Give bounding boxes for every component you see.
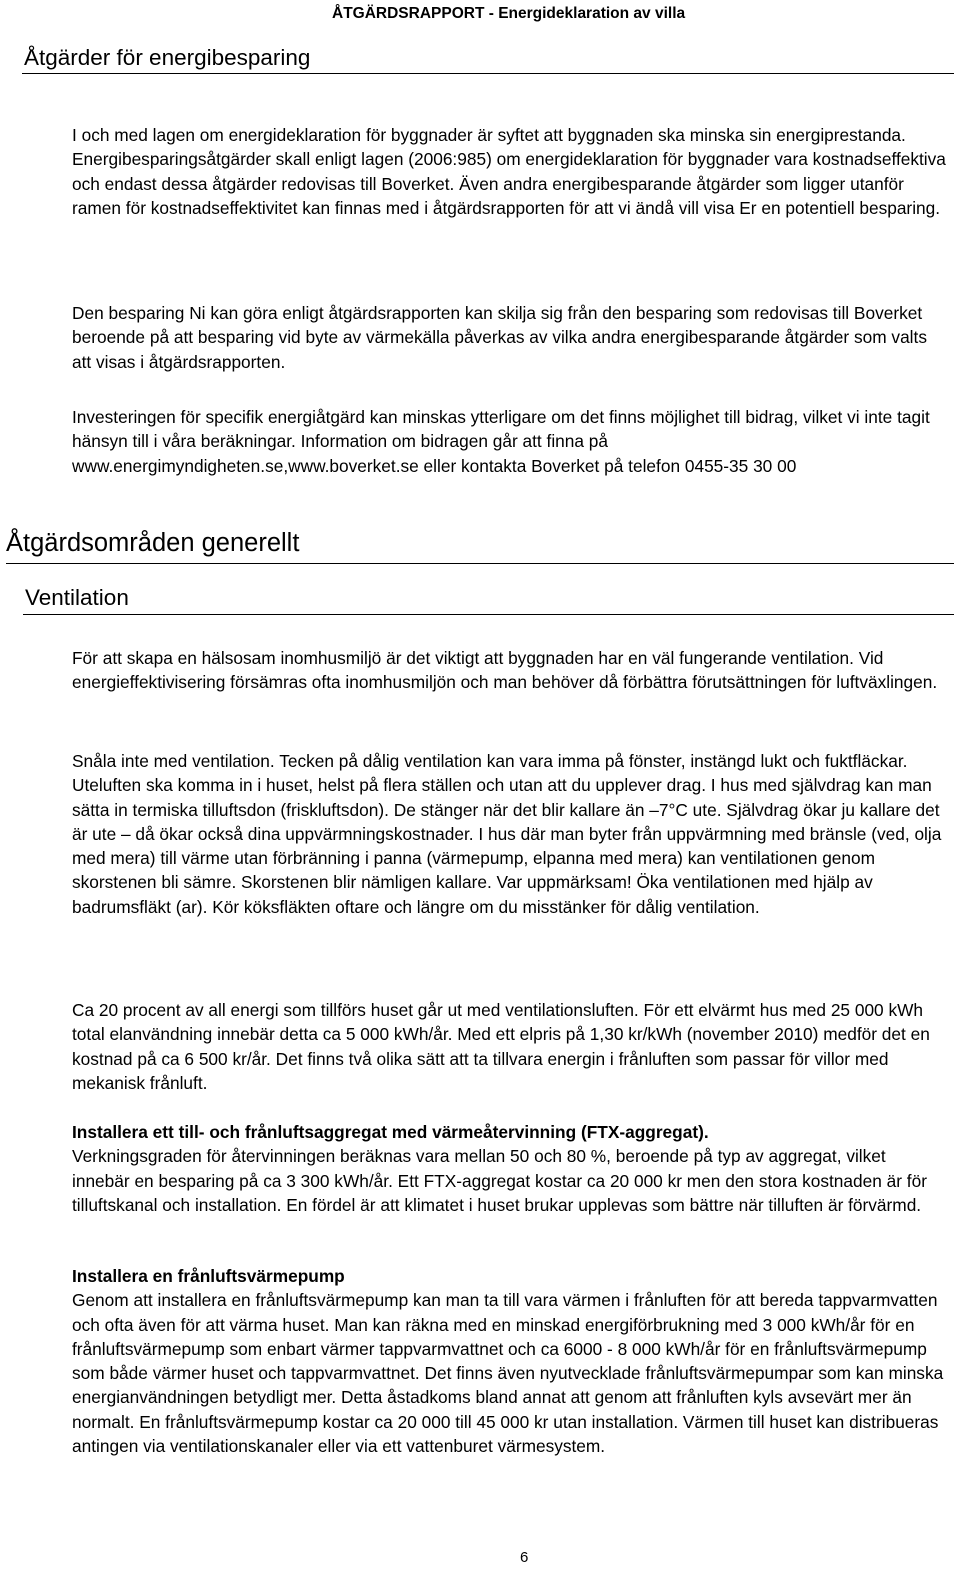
ventilation-paragraph-2: Snåla inte med ventilation. Tecken på dålig ventilation kan vara imma på fönster, instängd lukt och fuktfläckar. Uteluften ska komma in i huset, helst på flera ställen och utan att du upplever drag. I hus med självdrag kan man sätta in termiska tilluftsdon (friskluftsdon). De stänger när det blir kallare än –7°C ute. Självdrag ökar ju kallare det är ute – då ökar också dina uppvärmningskostnader. I hus där man byter från uppvärmning med bränsle (ved, olja med mera) till värme utan förbränning i panna (värmepump, elpanna med mera) kan ventilationen genom skorstenen bli sämre. Skorstenen blir nämligen kallare. Var uppmärksam! Öka ventilationen med hjälp av badrumsfläkt (ar). Kör köksfläkten oftare och längre om du misstänker för dålig ventilation.: [72, 751, 942, 917]
heatpump-heading: Installera en frånluftsvärmepump: [72, 1266, 345, 1286]
subheading-divider: [23, 614, 954, 615]
ventilation-paragraph-3: Ca 20 procent av all energi som tillförs huset går ut med ventilationsluften. För ett elvärmt hus med 25 000 kWh total elanvändning innebär detta ca 5 000 kWh/år. Med ett elpris på 1,30 kr/kWh (november 2010) medför det en kostnad på ca 6 500 kr/år. Det finns två olika sätt att ta tillvara energin i frånluften som passar för villor med mekanisk frånluft.: [72, 1000, 930, 1093]
intro-paragraph-1: I och med lagen om energideklaration för byggnader är syftet att byggnaden ska minska sin energiprestanda. Energibesparingsåtgärder skall enligt lagen (2006:985) om energideklaration för byggnader vara kostnadseffektiva och endast dessa åtgärder redovisas till Boverket. Även andra energibesparande åtgärder som ligger utanför ramen för kostnadseffektivitet kan finnas med i åtgärdsrapporten för att vi ändå vill visa Er en potentiell besparing.: [72, 125, 946, 218]
heading-divider: [6, 563, 954, 564]
section-title: Åtgärder för energibesparing: [24, 45, 311, 70]
heading-atgardsomraden: Åtgärdsområden generellt: [6, 529, 300, 557]
page-number: 6: [520, 1549, 529, 1566]
header-divider: [22, 73, 954, 74]
intro-paragraph-3: Investeringen för specifik energiåtgärd kan minskas ytterligare om det finns möjlighet till bidrag, vilket vi inte tagit hänsyn till i våra beräkningar. Information om bidragen går att finna på www.energimyndigheten.se,www.boverket.se eller kontakta Boverket på telefon 0455-35 30 00: [72, 407, 930, 476]
ftx-text: Verkningsgraden för återvinningen beräknas vara mellan 50 och 80 %, beroende på typ av aggregat, vilket innebär en besparing på ca 3 300 kWh/år. Ett FTX-aggregat kostar ca 20 000 kr men den stora kostnaden är för tilluftskanal och installation. En fördel är att klimatet i huset brukar upplevas som bättre när tilluften är förvärmd.: [72, 1146, 927, 1215]
subheading-ventilation: Ventilation: [25, 585, 129, 610]
ventilation-paragraph-1: För att skapa en hälsosam inomhusmiljö är det viktigt att byggnaden har en väl fungerande ventilation. Vid energieffektivisering försämras ofta inomhusmiljön och man behöver då förbättra förutsättningen för luftväxlingen.: [72, 648, 938, 693]
heatpump-text: Genom att installera en frånluftsvärmepump kan man ta till vara värmen i frånluften för att bereda tappvarmvatten och ofta även för att värma huset. Man kan räkna med en minskad energiförbrukning med 3 000 kWh/år för en frånluftsvärmepump som enbart värmer tappvarmvattnet och ca 6000 - 8 000 kWh/år för en frånluftsvärmepump som både värmer huset och tappvarmvattnet. Det finns även nyutvecklade frånluftsvärmepumpar som kan minska energianvändningen betydligt mer. Detta åstadkoms bland annat att genom att frånluften kyls avsevärt mer än normalt. En frånluftsvärmepump kostar ca 20 000 till 45 000 kr utan installation. Värmen till huset kan distribueras antingen via ventilationskanaler eller via ett vattenburet värmesystem.: [72, 1290, 944, 1457]
heatpump-section: [72, 1264, 948, 1458]
intro-paragraph-2: Den besparing Ni kan göra enligt åtgärdsrapporten kan skilja sig från den besparing som redovisas till Boverket beroende på att besparing vid byte av värmekälla påverkas av vilka andra energibesparande åtgärder som valts att visas i åtgärdsrapporten.: [72, 303, 927, 372]
report-title: ÅTGÄRDSRAPPORT - Energideklaration av villa: [332, 5, 686, 22]
ftx-heading: Installera ett till- och frånluftsaggregat med värmeåtervinning (FTX-aggregat).: [72, 1122, 709, 1142]
ftx-section: [72, 1120, 948, 1217]
